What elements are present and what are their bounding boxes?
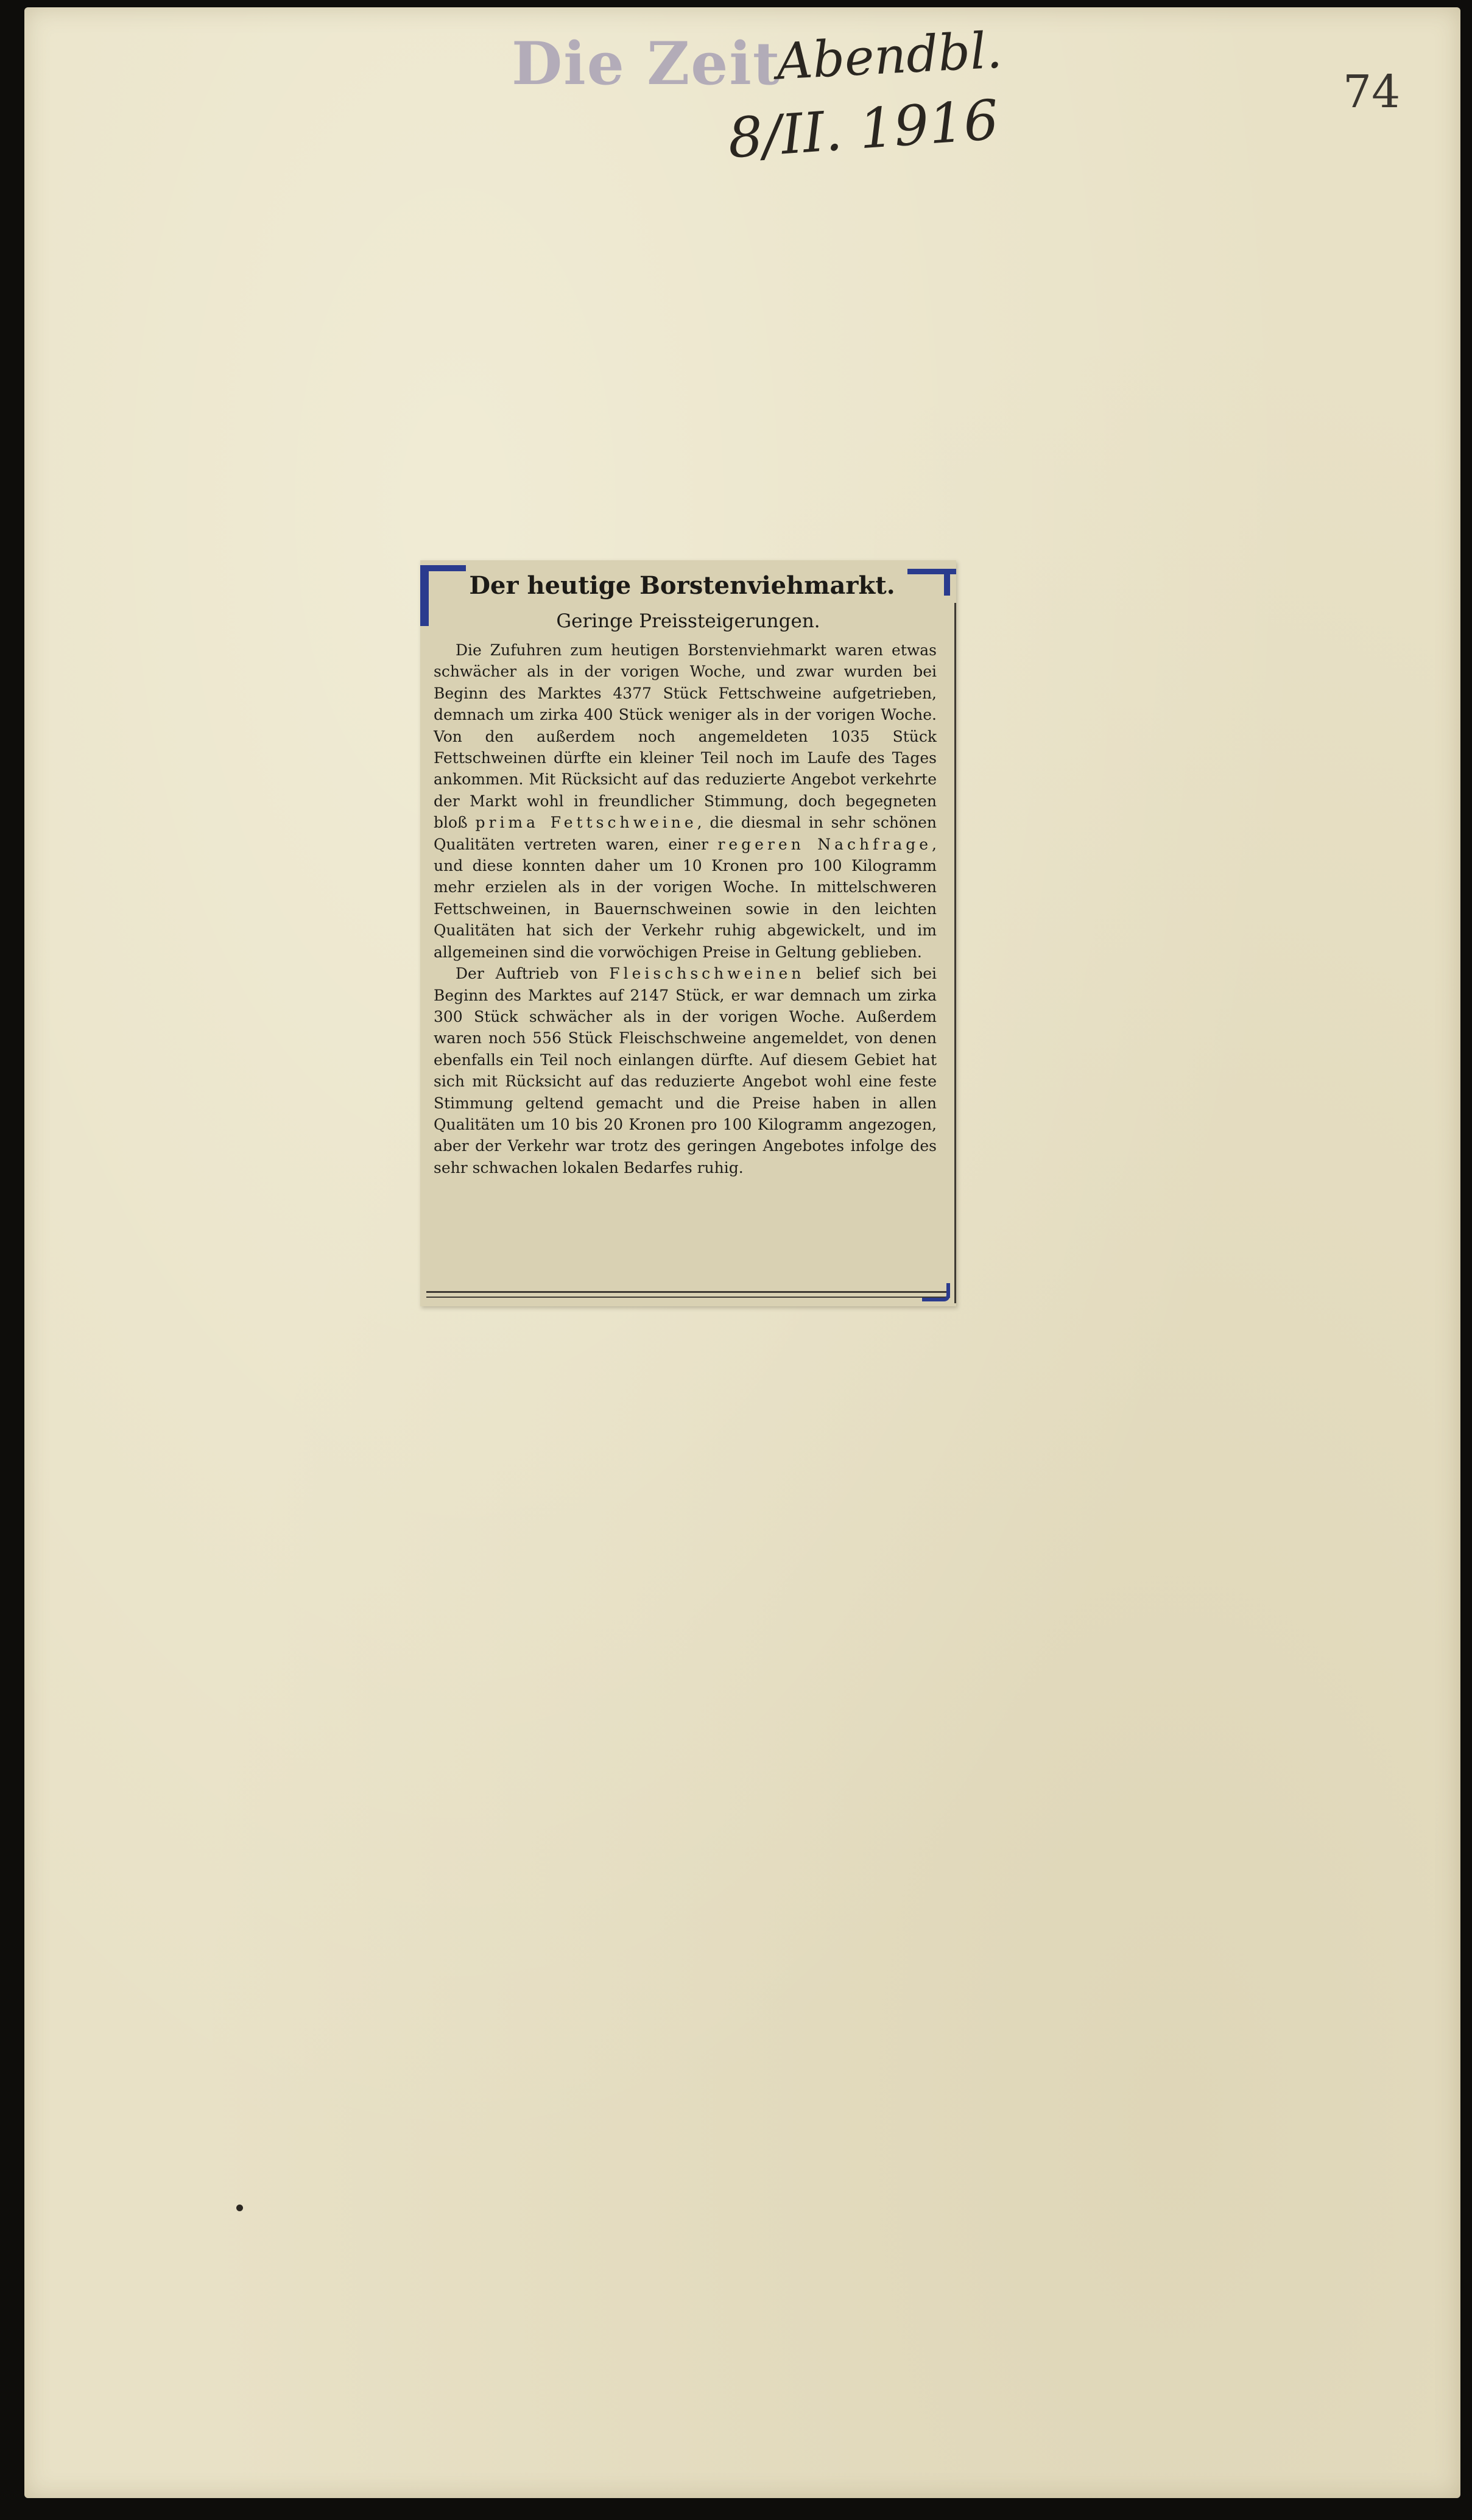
blue-pencil-mark-bottom-right (922, 1283, 950, 1301)
article-subtitle: Geringe Preissteigerungen. (556, 610, 820, 632)
newspaper-clipping (420, 560, 956, 1306)
paragraph-text: Der Auftrieb von (456, 965, 610, 983)
blue-pencil-mark-right (944, 572, 950, 596)
emphasized-text: Fleischschweinen (609, 965, 805, 983)
handwritten-date: 8/II. 1916 (725, 88, 1001, 171)
newspaper-stamp: Die Zeit (512, 29, 781, 98)
emphasized-text: prima Fettschweine (475, 814, 697, 832)
paragraph-text: belief sich bei Beginn des Marktes auf 2147 Stück, er war demnach um zirka 300 Stück schwächer als in der vorigen Woche. Außerdem waren noch 556 Stück Fleischschweine angemeldet, von denen ebenfalls ein Teil noch einlangen dürfte. Auf diesem Gebiet hat sich mit Rücksicht auf das reduzierte Angebot wohl eine feste Stimmung geltend gemacht und die Preise haben in allen Qualitäten um 10 bis 20 Kronen pro 100 Kilogramm angezogen, aber der Verkehr war trotz des geringen Angebotes infolge des sehr schwachen lokalen Bedarfes ruhig. (434, 965, 937, 1177)
bottom-rule-thin (426, 1297, 950, 1298)
bottom-rule (426, 1291, 950, 1293)
paragraph-text: , und diese konnten daher um 10 Kronen pro 100 Kilogramm mehr erzielen als in der vorigen Woche. In mittelschweren Fettschweinen, in Bauernschweinen sowie in den leichten Qualitäten hat sich der Verkehr ruhig abgewickelt, und im allgemeinen sind die vorwöchigen Preise in Geltung geblieben. (434, 835, 937, 961)
article-title: Der heutige Borstenviehmarkt. (469, 571, 895, 600)
handwritten-edition-note: Abendbl. (775, 21, 1004, 91)
article-paragraph-1 (434, 639, 937, 963)
paragraph-text: , die diesmal in sehr schönen Qualitäten vertreten waren, einer (434, 814, 937, 853)
ink-spot (236, 2205, 243, 2211)
column-rule (954, 603, 956, 1303)
page-number: 74 (1343, 66, 1401, 118)
article-body (434, 639, 937, 1178)
emphasized-text: regeren Nachfrage (717, 835, 932, 853)
blue-pencil-mark-top-left (420, 565, 466, 571)
paragraph-text: Die Zufuhren zum heutigen Borstenviehmarkt waren etwas schwächer als in der vorigen Woche, und zwar wurden bei Beginn des Marktes 4377 Stück Fettschweine aufgetrieben, demnach um zirka 400 Stück weniger als in der vorigen Woche. Von den außerdem noch angemeldeten 1035 Stück Fettschweinen dürfte ein kleiner Teil noch im Laufe des Tages ankommen. Mit Rücksicht auf das reduzierte Angebot verkehrte der Markt wohl in freundlicher Stimmung, doch begegneten bloß (434, 641, 937, 832)
article-paragraph-2 (434, 963, 937, 1178)
blue-pencil-mark-left (420, 565, 429, 626)
